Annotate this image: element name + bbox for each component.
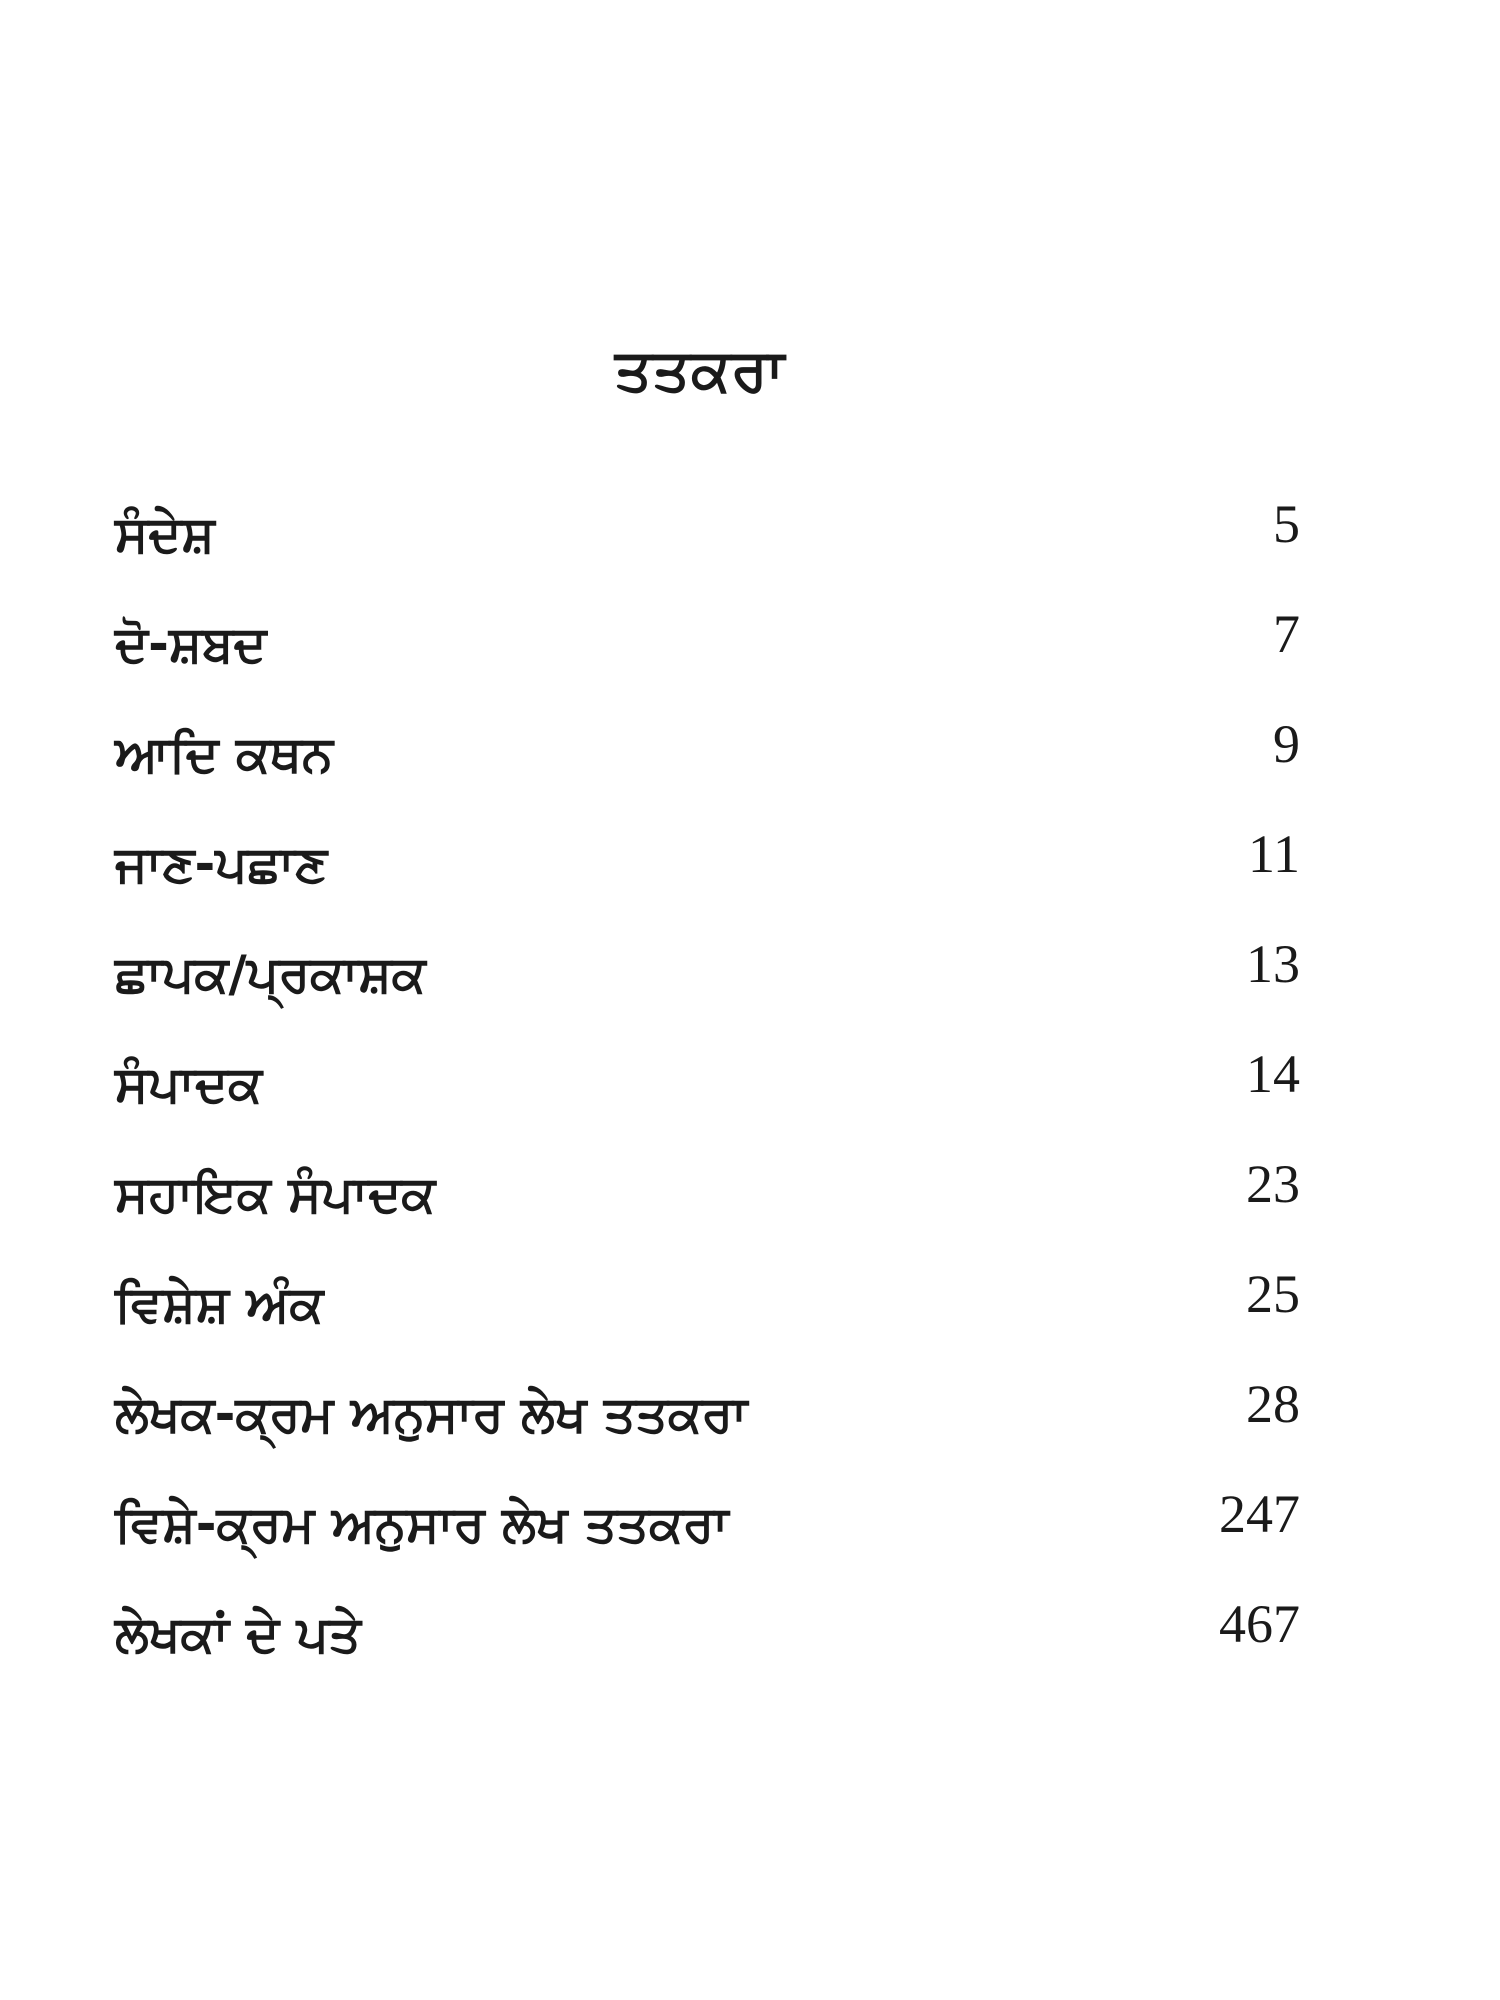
- table-of-contents: [115, 494, 1300, 1708]
- toc-entry: [115, 934, 1300, 1048]
- toc-entry: [115, 604, 1300, 718]
- toc-entry: [115, 1484, 1300, 1598]
- toc-entry-label: ਸਹਾਇਕ ਸੰਪਾਦਕ: [115, 1165, 436, 1223]
- toc-entry: [115, 1154, 1300, 1268]
- toc-entry: [115, 714, 1300, 828]
- toc-entry-label: ਲੇਖਕ-ਕ੍ਰਮ ਅਨੁਸਾਰ ਲੇਖ ਤਤਕਰਾ: [115, 1385, 748, 1443]
- toc-entry: [115, 824, 1300, 938]
- toc-entry-label: ਵਿਸ਼ੇ-ਕ੍ਰਮ ਅਨੁਸਾਰ ਲੇਖ ਤਤਕਰਾ: [115, 1495, 729, 1553]
- toc-entry-label: ਸੰਪਾਦਕ: [115, 1055, 263, 1113]
- toc-entry-label: ਆਦਿ ਕਥਨ: [115, 725, 334, 783]
- toc-entry: [115, 1374, 1300, 1488]
- toc-entry-page-number: 247: [1219, 1484, 1300, 1544]
- toc-entry-page-number: 23: [1246, 1154, 1300, 1214]
- toc-entry-page-number: 7: [1273, 604, 1300, 664]
- toc-entry-page-number: 28: [1246, 1374, 1300, 1434]
- toc-entry: [115, 1264, 1300, 1378]
- toc-entry-page-number: 13: [1246, 934, 1300, 994]
- toc-entry: [115, 494, 1300, 608]
- page-title: ਤਤਕਰਾ: [614, 336, 786, 404]
- toc-entry-page-number: 9: [1273, 714, 1300, 774]
- toc-entry: [115, 1594, 1300, 1708]
- toc-entry-page-number: 5: [1273, 494, 1300, 554]
- toc-entry-label: ਜਾਣ-ਪਛਾਣ: [115, 835, 328, 893]
- toc-entry-label: ਵਿਸ਼ੇਸ਼ ਅੰਕ: [115, 1275, 324, 1333]
- toc-entry: [115, 1044, 1300, 1158]
- toc-entry-label: ਦੋ-ਸ਼ਬਦ: [115, 615, 267, 673]
- toc-entry-page-number: 25: [1246, 1264, 1300, 1324]
- toc-entry-label: ਸੰਦੇਸ਼: [115, 505, 215, 563]
- toc-entry-page-number: 14: [1246, 1044, 1300, 1104]
- toc-entry-page-number: 467: [1219, 1594, 1300, 1654]
- toc-entry-page-number: 11: [1248, 824, 1300, 884]
- toc-entry-label: ਲੇਖਕਾਂ ਦੇ ਪਤੇ: [115, 1605, 361, 1663]
- toc-entry-label: ਛਾਪਕ/ਪ੍ਰਕਾਸ਼ਕ: [115, 945, 426, 1003]
